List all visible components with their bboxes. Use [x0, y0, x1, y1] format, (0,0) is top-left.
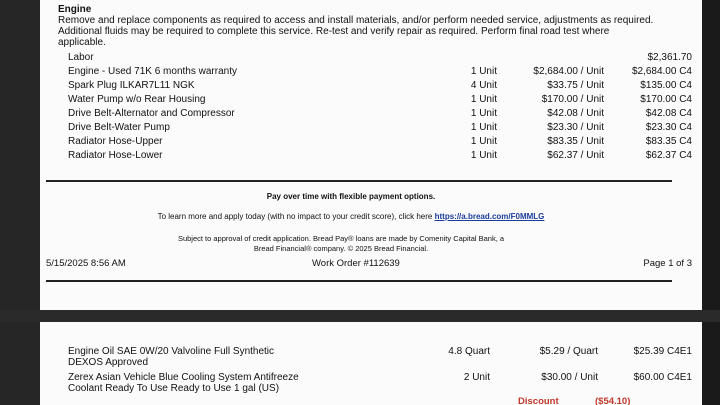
- item-qty: 4.8 Quart: [448, 346, 490, 357]
- item-name: Spark Plug ILKAR7L11 NGK: [68, 80, 195, 91]
- invoice-page-2: [0, 322, 720, 405]
- item-name: Drive Belt-Alternator and Compressor: [68, 108, 235, 119]
- page-gap: [0, 310, 720, 322]
- line-item-row: [40, 136, 702, 149]
- payment-options-title: Pay over time with flexible payment options.: [266, 192, 436, 201]
- item-total: $60.00 C4E1: [633, 372, 692, 383]
- item-rate: $83.35 / Unit: [547, 136, 604, 147]
- item-qty: 1 Unit: [470, 136, 497, 147]
- bread-apply-link[interactable]: https://a.bread.com/F0MMLG: [434, 212, 545, 221]
- item-name-line1: Engine Oil SAE 0W/20 Valvoline Full Synthetic: [68, 346, 275, 357]
- work-order-number: Work Order #112639: [312, 258, 400, 269]
- payment-info-text: To learn more and apply today (with no impact to your credit score), click here: [157, 212, 433, 221]
- item-total: $135.00 C4: [640, 80, 692, 91]
- payment-info-line: [40, 212, 662, 221]
- item-total: $42.08 C4: [645, 108, 692, 119]
- item-total: $170.00 C4: [640, 94, 692, 105]
- item-name: [68, 372, 299, 394]
- item-qty: 1 Unit: [470, 66, 497, 77]
- item-total: $2,684.00 C4: [631, 66, 692, 77]
- line-item-row: [40, 94, 702, 107]
- labor-row: [40, 52, 702, 65]
- line-item-row: [40, 80, 702, 93]
- line-item-row: [40, 66, 702, 79]
- item-qty: 1 Unit: [470, 122, 497, 133]
- item-name: Radiator Hose-Lower: [68, 150, 163, 161]
- item-qty: 2 Unit: [463, 372, 490, 383]
- page-end-divider: [46, 280, 672, 282]
- item-qty: 1 Unit: [470, 150, 497, 161]
- item-rate: $170.00 / Unit: [541, 94, 604, 105]
- line-item-row: [40, 150, 702, 163]
- item-total: $23.30 C4: [645, 122, 692, 133]
- item-rate: $5.29 / Quart: [539, 346, 598, 357]
- item-name: Engine - Used 71K 6 months warranty: [68, 66, 237, 77]
- item-qty: 4 Unit: [470, 80, 497, 91]
- discount-label: Discount: [518, 396, 559, 405]
- item-rate: $30.00 / Unit: [541, 372, 598, 383]
- item-name: Radiator Hose-Upper: [68, 136, 163, 147]
- page-indicator: Page 1 of 3: [643, 258, 692, 269]
- page-footer: [40, 258, 702, 270]
- item-rate: $33.75 / Unit: [547, 80, 604, 91]
- section-description: Remove and replace components as required to access and install materials, and/or perform needed service, adjustments as required. Additional fluids may be required to complete this service. Re-test and verify repair as required. Perform final road test where applicable.: [58, 15, 654, 48]
- print-datetime: 5/15/2025 8:56 AM: [46, 258, 126, 269]
- item-name-line2: DEXOS Approved: [68, 357, 149, 368]
- item-rate: $62.37 / Unit: [547, 150, 604, 161]
- credit-approval-notice: Subject to approval of credit application. Bread Pay® loans are made by Comenity Capital Bank, a Bread Financial® company. © 2025 Bread Financial.: [177, 234, 505, 253]
- section-divider: [46, 180, 672, 182]
- item-name: Drive Belt-Water Pump: [68, 122, 170, 133]
- item-total: $25.39 C4E1: [633, 346, 692, 357]
- section-title: Engine: [58, 4, 92, 15]
- item-name-line2: Coolant Ready To Use Ready to Use 1 gal (US): [68, 383, 280, 394]
- discount-value: ($54.10): [595, 396, 631, 405]
- item-total: $83.35 C4: [645, 136, 692, 147]
- line-item-row: [40, 122, 702, 135]
- item-name: [68, 346, 274, 368]
- item-name-line1: Zerex Asian Vehicle Blue Cooling System Antifreeze: [68, 372, 299, 383]
- labor-label: Labor: [68, 52, 94, 63]
- item-name: Water Pump w/o Rear Housing: [68, 94, 206, 105]
- labor-total: $2,361.70: [647, 52, 692, 63]
- item-rate: $23.30 / Unit: [547, 122, 604, 133]
- item-qty: 1 Unit: [470, 108, 497, 119]
- item-rate: $42.08 / Unit: [547, 108, 604, 119]
- line-item-row: [40, 108, 702, 121]
- item-qty: 1 Unit: [470, 94, 497, 105]
- item-total: $62.37 C4: [645, 150, 692, 161]
- item-rate: $2,684.00 / Unit: [533, 66, 604, 77]
